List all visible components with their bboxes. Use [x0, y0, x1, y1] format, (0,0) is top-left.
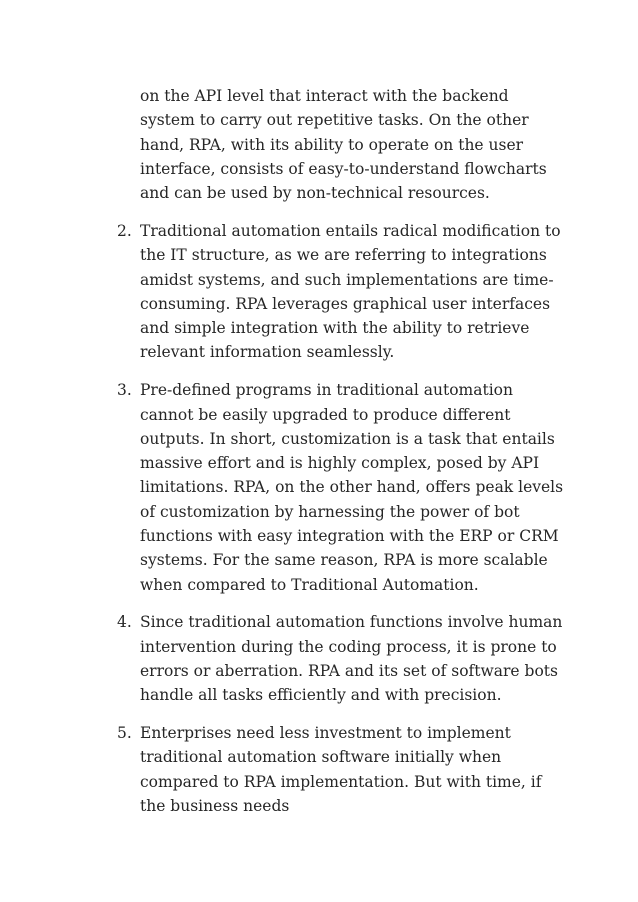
list-item-number: 4. [117, 613, 132, 632]
list-item-number: 3. [117, 381, 132, 400]
list-item-text: Traditional automation entails radical modification to the IT structure, as we are referring to integrations amidst systems, and such implementations are time-consuming. RPA leverages graphical user interfaces and simple integration with the ability to retrieve relevant information seamlessly. [140, 221, 561, 362]
list-item-text: Since traditional automation functions involve human intervention during the coding process, it is prone to errors or aberration. RPA and its set of software bots handle all tasks efficiently and with precision. [140, 613, 563, 705]
paragraph-text: on the API level that interact with the backend system to carry out repetitive tasks. On the other hand, RPA, with its ability to operate on the user interface, consists of easy-to-understand flowcharts and can be used by non-technical resources. [140, 87, 547, 203]
list-item-text: Pre-defined programs in traditional automation cannot be easily upgraded to produce different outputs. In short, customization is a task that entails massive effort and is highly complex, posed by API limitations. RPA, on the other hand, offers peak levels of customization by harnessing the power of bot functions with easy integration with the ERP or CRM systems. For the same reason, RPA is more scalable when compared to Traditional Automation. [140, 381, 564, 594]
list-item-number: 2. [117, 221, 132, 240]
list-item-text: Enterprises need less investment to implement traditional automation software initially when compared to RPA implementation. But with time, if the business needs [140, 724, 542, 816]
continuation-paragraph [117, 84, 567, 205]
list-item-2 [117, 219, 567, 365]
document-body [117, 84, 567, 818]
list-item-3 [117, 378, 567, 597]
list-item-number: 5. [117, 724, 132, 743]
list-item-4 [117, 610, 567, 707]
list-item-5 [117, 721, 567, 818]
